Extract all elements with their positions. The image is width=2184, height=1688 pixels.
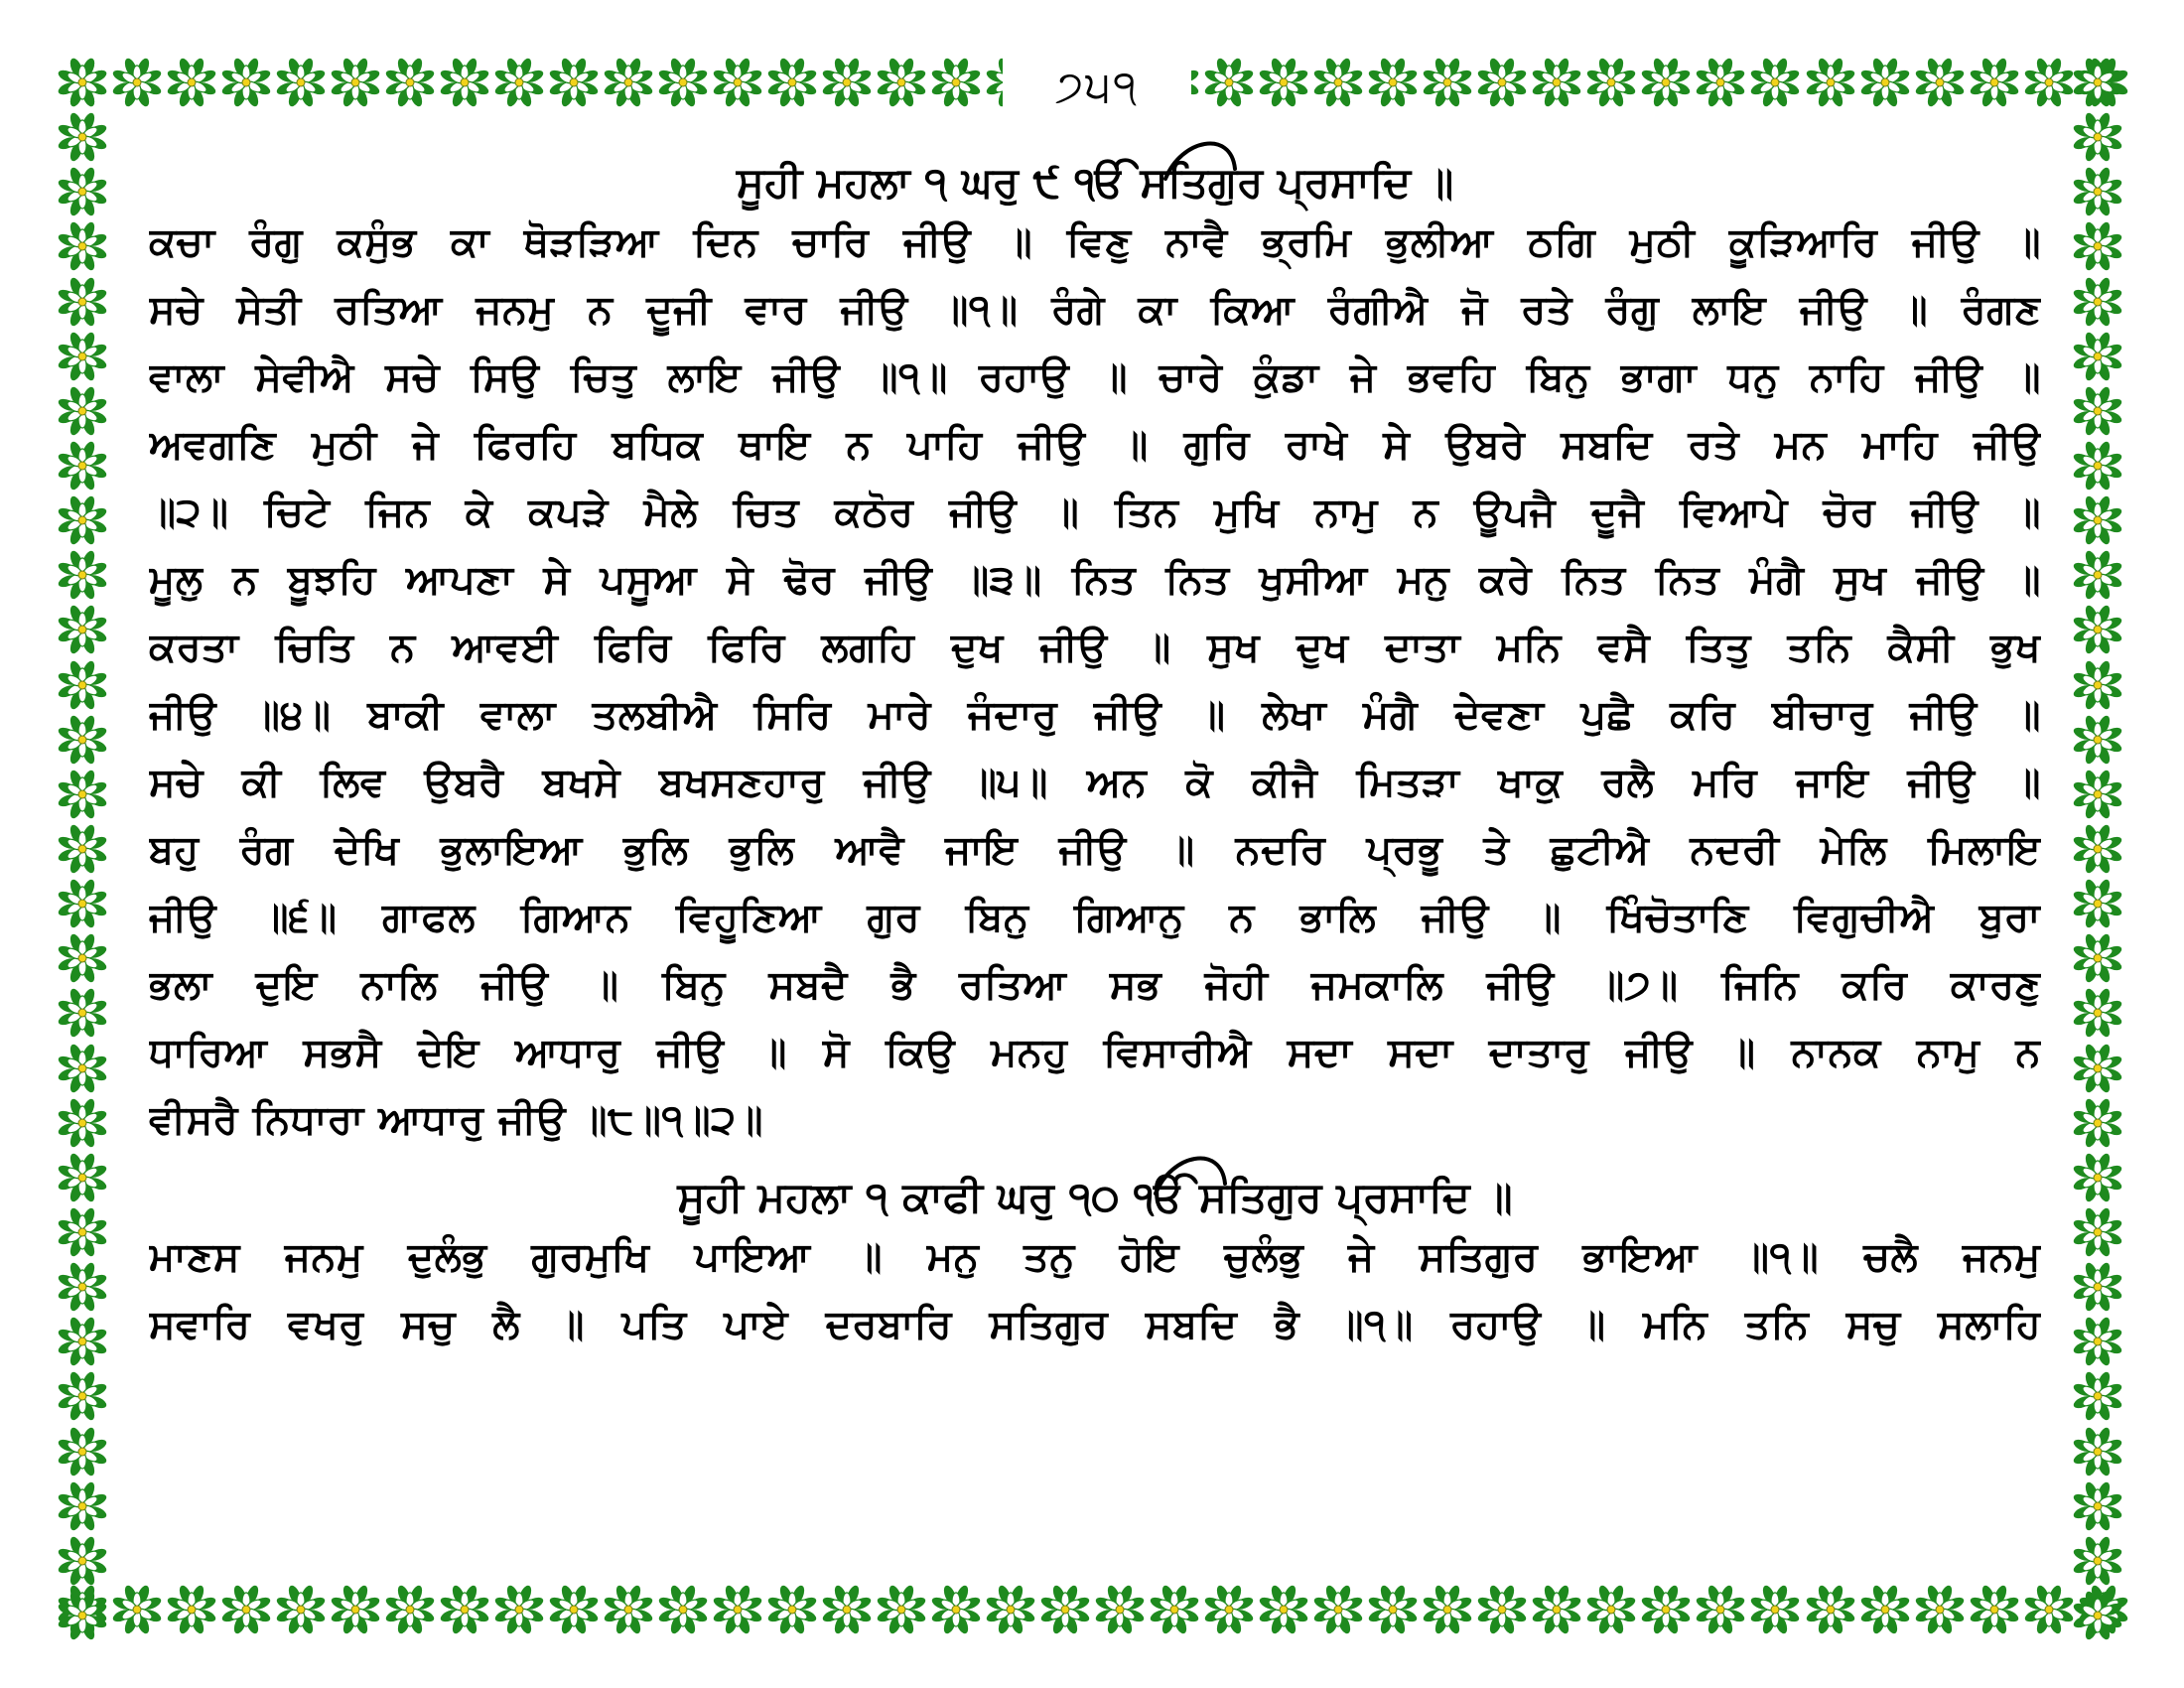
page-number: ੭੫੧	[1054, 62, 1140, 112]
flower-icon	[1313, 58, 1363, 107]
flower-icon	[2073, 277, 2122, 327]
verse-line: ਵੀਸਰੈ ਨਿਧਾਰਾ ਆਧਾਰੁ ਜੀਉ ॥੮॥੧॥੨॥	[149, 1097, 763, 1143]
flower-icon	[58, 770, 107, 819]
flower-icon	[2073, 770, 2122, 819]
flower-icon	[1970, 1585, 2019, 1634]
verse-line: ॥੨॥ ਚਿਟੇ ਜਿਨ ਕੇ ਕਪੜੇ ਮੈਲੇ ਚਿਤ ਕਠੋਰ ਜੀਉ ॥ ਤਿਨ ਮੁਖਿ ਨਾਮੁ ਨ ਊਪਜੈ ਦੂਜੈ ਵਿਆਪੇ ਚੋਰ ਜੀਉ ॥	[149, 490, 2041, 535]
flower-icon	[604, 58, 653, 107]
flower-icon	[2073, 386, 2122, 436]
flower-icon	[58, 1098, 107, 1148]
flower-icon	[1423, 58, 1472, 107]
flower-icon	[58, 167, 107, 216]
flower-icon	[2073, 1427, 2122, 1477]
flower-icon	[2073, 1098, 2122, 1148]
flower-icon	[1532, 58, 1581, 107]
verse-line: ਜੀਉ ॥੪॥ ਬਾਕੀ ਵਾਲਾ ਤਲਬੀਐ ਸਿਰਿ ਮਾਰੇ ਜੰਦਾਰੁ ਜੀਉ ॥ ਲੇਖਾ ਮੰਗੈ ਦੇਵਣਾ ਪੁਛੈ ਕਰਿ ਬੀਚਾਰੁ ਜੀਉ ॥	[149, 692, 2041, 738]
flower-icon	[58, 1427, 107, 1477]
flower-icon	[713, 1585, 762, 1634]
flower-icon	[2073, 1591, 2122, 1640]
flower-icon	[2024, 58, 2074, 107]
flower-icon	[658, 58, 708, 107]
flower-icon	[1259, 58, 1308, 107]
flower-icon	[58, 441, 107, 491]
verse-line: ਕਰਤਾ ਚਿਤਿ ਨ ਆਵਈ ਫਿਰਿ ਫਿਰਿ ਲਗਹਿ ਦੁਖ ਜੀਉ ॥ ਸੁਖ ਦੁਖ ਦਾਤਾ ਮਨਿ ਵਸੈ ਤਿਤੁ ਤਨਿ ਕੈਸੀ ਭੁਖ	[149, 625, 2041, 670]
flower-icon	[2073, 1536, 2122, 1586]
flower-icon	[494, 58, 544, 107]
flower-icon	[2073, 1481, 2122, 1531]
flower-icon	[1095, 1585, 1145, 1634]
flower-icon	[58, 660, 107, 710]
flower-icon	[58, 112, 107, 162]
flower-icon	[1696, 58, 1745, 107]
verse-line: ਮਾਣਸ ਜਨਮੁ ਦੁਲੰਭੁ ਗੁਰਮੁਖਿ ਪਾਇਆ ॥ ਮਨੁ ਤਨੁ ਹੋਇ ਚੁਲੰਭੁ ਜੇ ਸਤਿਗੁਰ ਭਾਇਆ ॥੧॥ ਚਲੈ ਜਨਮੁ	[149, 1234, 2041, 1280]
flower-icon	[2024, 1585, 2074, 1634]
flower-icon	[1368, 58, 1418, 107]
flower-icon	[1641, 58, 1691, 107]
flower-icon	[221, 1585, 271, 1634]
flower-icon	[549, 1585, 599, 1634]
flower-icon	[2073, 1207, 2122, 1257]
flower-icon	[58, 824, 107, 874]
flower-icon	[58, 495, 107, 545]
flower-icon	[2073, 605, 2122, 654]
verse-line: ਕਚਾ ਰੰਗੁ ਕਸੁੰਭ ਕਾ ਥੋੜੜਿਆ ਦਿਨ ਚਾਰਿ ਜੀਉ ॥ ਵਿਣੁ ਨਾਵੈ ਭ੍ਰਮਿ ਭੁਲੀਆ ਠਗਿ ਮੁਠੀ ਕੂੜਿਆਰਿ ਜੀਉ ॥	[149, 219, 2041, 265]
flower-icon	[2073, 933, 2122, 983]
flower-icon	[1915, 1585, 1965, 1634]
verse-line: ਧਾਰਿਆ ਸਭਸੈ ਦੇਇ ਆਧਾਰੁ ਜੀਉ ॥ ਸੋ ਕਿਉ ਮਨਹੁ ਵਿਸਾਰੀਐ ਸਦਾ ਸਦਾ ਦਾਤਾਰੁ ਜੀਉ ॥ ਨਾਨਕ ਨਾਮੁ ਨ	[149, 1030, 2041, 1075]
flower-icon	[1586, 1585, 1636, 1634]
flower-icon	[58, 715, 107, 765]
flower-icon	[58, 1262, 107, 1312]
flower-icon	[2073, 1262, 2122, 1312]
flower-icon	[658, 1585, 708, 1634]
border-right	[2073, 58, 2128, 1640]
section-1-heading	[149, 139, 2041, 209]
flower-icon	[2073, 715, 2122, 765]
flower-icon	[494, 1585, 544, 1634]
flower-icon	[58, 1207, 107, 1257]
flower-icon	[2073, 824, 2122, 874]
flower-icon	[58, 332, 107, 381]
flower-icon	[1313, 1585, 1363, 1634]
flower-icon	[58, 550, 107, 600]
flower-icon	[1477, 58, 1527, 107]
flower-icon	[58, 1536, 107, 1586]
flower-icon	[1532, 1585, 1581, 1634]
flower-icon	[58, 58, 107, 107]
flower-icon	[58, 1044, 107, 1093]
flower-icon	[58, 1481, 107, 1531]
verse-line: ਵਾਲਾ ਸੇਵੀਐ ਸਚੇ ਸਿਉ ਚਿਤੁ ਲਾਇ ਜੀਉ ॥੧॥ ਰਹਾਉ ॥ ਚਾਰੇ ਕੁੰਡਾ ਜੇ ਭਵਹਿ ਬਿਨੁ ਭਾਗਾ ਧਨੁ ਨਾਹਿ ਜੀਉ ॥	[149, 354, 2041, 400]
flower-icon	[1970, 58, 2019, 107]
flower-icon	[1423, 1585, 1472, 1634]
flower-icon	[58, 221, 107, 271]
flower-icon	[440, 58, 489, 107]
verse-line: ਸਵਾਰਿ ਵਖਰੁ ਸਚੁ ਲੈ ॥ ਪਤਿ ਪਾਏ ਦਰਬਾਰਿ ਸਤਿਗੁਰ ਸਬਦਿ ਭੈ ॥੧॥ ਰਹਾਉ ॥ ਮਨਿ ਤਨਿ ਸਚੁ ਸਲਾਹਿ	[149, 1302, 2041, 1347]
flower-icon	[276, 58, 326, 107]
verse-line: ਬਹੁ ਰੰਗ ਦੇਖਿ ਭੁਲਾਇਆ ਭੁਲਿ ਭੁਲਿ ਆਵੈ ਜਾਇ ਜੀਉ ॥ ਨਦਰਿ ਪ੍ਰਭੂ ਤੇ ਛੁਟੀਐ ਨਦਰੀ ਮੇਲਿ ਮਿਲਾਇ	[149, 827, 2041, 873]
flower-icon	[1368, 1585, 1418, 1634]
flower-icon	[58, 933, 107, 983]
flower-icon	[1860, 58, 1910, 107]
flower-icon	[1477, 1585, 1527, 1634]
verse-line: ਜੀਉ ॥੬॥ ਗਾਫਲ ਗਿਆਨ ਵਿਹੂਣਿਆ ਗੁਰ ਬਿਨੁ ਗਿਆਨੁ ਨ ਭਾਲਿ ਜੀਉ ॥ ਖਿੰਚੋਤਾਣਿ ਵਿਗੁਚੀਐ ਬੁਰਾ	[149, 895, 2041, 940]
flower-icon	[1040, 1585, 1090, 1634]
flower-icon	[167, 1585, 216, 1634]
flower-icon	[767, 1585, 817, 1634]
flower-icon	[58, 605, 107, 654]
section-2-heading	[149, 1154, 2041, 1223]
flower-icon	[2073, 112, 2122, 162]
flower-icon	[58, 277, 107, 327]
flower-icon	[1750, 1585, 1800, 1634]
verse-line: ਅਵਗਣਿ ਮੁਠੀ ਜੇ ਫਿਰਹਿ ਬਧਿਕ ਥਾਇ ਨ ਪਾਹਿ ਜੀਉ ॥ ਗੁਰਿ ਰਾਖੇ ਸੇ ਉਬਰੇ ਸਬਦਿ ਰਤੇ ਮਨ ਮਾਹਿ ਜੀਉ	[149, 422, 2041, 468]
flower-icon	[986, 1585, 1035, 1634]
flower-icon	[276, 1585, 326, 1634]
flower-icon	[2073, 1371, 2122, 1421]
border-bottom	[58, 1585, 2128, 1640]
flower-icon	[767, 58, 817, 107]
verse-line: ਸਚੇ ਕੀ ਲਿਵ ਉਬਰੈ ਬਖਸੇ ਬਖਸਣਹਾਰੁ ਜੀਉ ॥੫॥ ਅਨ ਕੋ ਕੀਜੈ ਮਿਤੜਾ ਖਾਕੁ ਰਲੈ ਮਰਿ ਜਾਇ ਜੀਉ ॥	[149, 760, 2041, 805]
flower-icon	[2073, 660, 2122, 710]
flower-icon	[2073, 1317, 2122, 1366]
flower-icon	[385, 1585, 435, 1634]
flower-icon	[1586, 58, 1636, 107]
flower-icon	[2073, 988, 2122, 1038]
flower-icon	[58, 988, 107, 1038]
flower-icon	[2073, 879, 2122, 928]
flower-icon	[2073, 1153, 2122, 1202]
flower-icon	[931, 58, 981, 107]
flower-icon	[58, 1591, 107, 1640]
flower-icon	[58, 386, 107, 436]
flower-icon	[1204, 58, 1254, 107]
flower-icon	[2073, 550, 2122, 600]
flower-icon	[2073, 1044, 2122, 1093]
flower-icon	[2073, 221, 2122, 271]
flower-icon	[221, 58, 271, 107]
section-2-body	[149, 1223, 2041, 1358]
flower-icon	[58, 1317, 107, 1366]
flower-icon	[2073, 332, 2122, 381]
flower-icon	[713, 58, 762, 107]
flower-icon	[1806, 58, 1855, 107]
flower-icon	[167, 58, 216, 107]
flower-icon	[931, 1585, 981, 1634]
verse-line: ਸਚੇ ਸੇਤੀ ਰਤਿਆ ਜਨਮੁ ਨ ਦੂਜੀ ਵਾਰ ਜੀਉ ॥੧॥ ਰੰਗੇ ਕਾ ਕਿਆ ਰੰਗੀਐ ਜੋ ਰਤੇ ਰੰਗੁ ਲਾਇ ਜੀਉ ॥ ਰੰਗਣ	[149, 287, 2041, 333]
flower-icon	[1204, 1585, 1254, 1634]
flower-icon	[822, 1585, 872, 1634]
border-left	[58, 58, 113, 1640]
flower-icon	[331, 58, 380, 107]
section-2-heading-text: ਸੂਹੀ ਮਹਲਾ ੧ ਕਾਫੀ ਘਰੁ ੧੦ ੴ ਸਤਿਗੁਰ ਪ੍ਰਸਾਦਿ ॥	[677, 1173, 1513, 1221]
flower-icon	[2073, 167, 2122, 216]
flower-icon	[331, 1585, 380, 1634]
flower-icon	[549, 58, 599, 107]
flower-icon	[1806, 1585, 1855, 1634]
flower-icon	[604, 1585, 653, 1634]
flower-icon	[58, 1371, 107, 1421]
verse-line: ਮੂਲੁ ਨ ਬੂਝਹਿ ਆਪਣਾ ਸੇ ਪਸੂਆ ਸੇ ਢੋਰ ਜੀਉ ॥੩॥ ਨਿਤ ਨਿਤ ਖੁਸੀਆ ਮਨੁ ਕਰੇ ਨਿਤ ਨਿਤ ਮੰਗੈ ਸੁਖ ਜੀਉ ॥	[149, 557, 2041, 603]
flower-icon	[1641, 1585, 1691, 1634]
flower-icon	[112, 58, 162, 107]
flower-icon	[1259, 1585, 1308, 1634]
flower-icon	[58, 1153, 107, 1202]
onkar-arc-icon	[1161, 133, 1251, 181]
section-1-heading-text: ਸੂਹੀ ਮਹਲਾ ੧ ਘਰੁ ੯ ੴ ਸਤਿਗੁਰ ਪ੍ਰਸਾਦਿ ॥	[736, 158, 1454, 207]
flower-icon	[1750, 58, 1800, 107]
page-content	[149, 139, 2041, 1358]
flower-icon	[1696, 1585, 1745, 1634]
flower-icon	[1150, 1585, 1199, 1634]
flower-icon	[385, 58, 435, 107]
flower-icon	[2073, 58, 2122, 107]
flower-icon	[1860, 1585, 1910, 1634]
verse-line: ਭਲਾ ਦੁਇ ਨਾਲਿ ਜੀਉ ॥ ਬਿਨੁ ਸਬਦੈ ਭੈ ਰਤਿਆ ਸਭ ਜੋਹੀ ਜਮਕਾਲਿ ਜੀਉ ॥੭॥ ਜਿਨਿ ਕਰਿ ਕਾਰਣੁ	[149, 962, 2041, 1008]
flower-icon	[440, 1585, 489, 1634]
flower-icon	[877, 58, 926, 107]
flower-icon	[1915, 58, 1965, 107]
flower-icon	[58, 879, 107, 928]
section-1-body	[149, 209, 2041, 1154]
flower-icon	[2073, 495, 2122, 545]
flower-icon	[112, 1585, 162, 1634]
flower-icon	[822, 58, 872, 107]
flower-icon	[2073, 441, 2122, 491]
onkar-arc-icon	[1152, 1148, 1241, 1196]
flower-icon	[877, 1585, 926, 1634]
